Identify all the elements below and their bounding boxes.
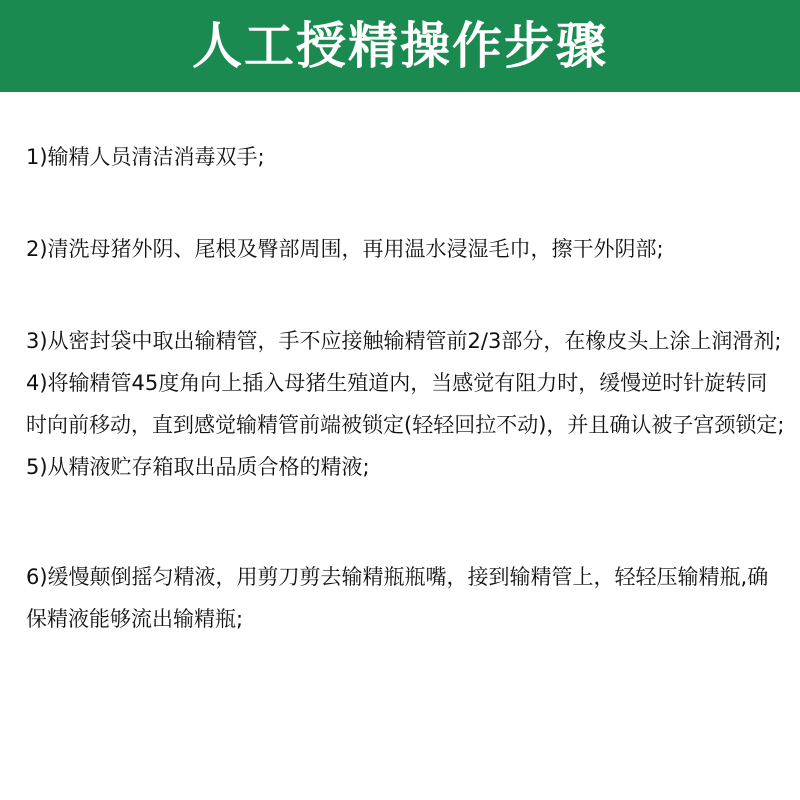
steps-content: [0, 92, 800, 800]
page-title: 人工授精操作步骤: [192, 17, 608, 75]
header-banner: [0, 0, 800, 92]
step-paragraph-2: 2)清洗母猪外阴、尾根及臀部周围，再用温水浸湿毛巾，擦干外阴部;: [26, 237, 664, 261]
step-paragraph-1: 1)输精人员清洁消毒双手;: [26, 145, 265, 169]
step-paragraph-3: 3)从密封袋中取出输精管，手不应接触输精管前2/3部分，在橡皮头上涂上润滑剂; 4)将输精管45度角向上插入母猪生殖道内，当感觉有阻力时，缓慢逆时针旋转同时向前移动，直到感觉输精管前端被锁定(轻轻回拉不动)，并且确认被子宫颈锁定;5)从精液贮存箱取出品质合格的精液;: [26, 329, 785, 479]
step-paragraph-4: 6)缓慢颠倒摇匀精液，用剪刀剪去输精瓶瓶嘴，接到输精管上，轻轻压输精瓶,确保精液能够流出输精瓶;: [26, 565, 769, 631]
